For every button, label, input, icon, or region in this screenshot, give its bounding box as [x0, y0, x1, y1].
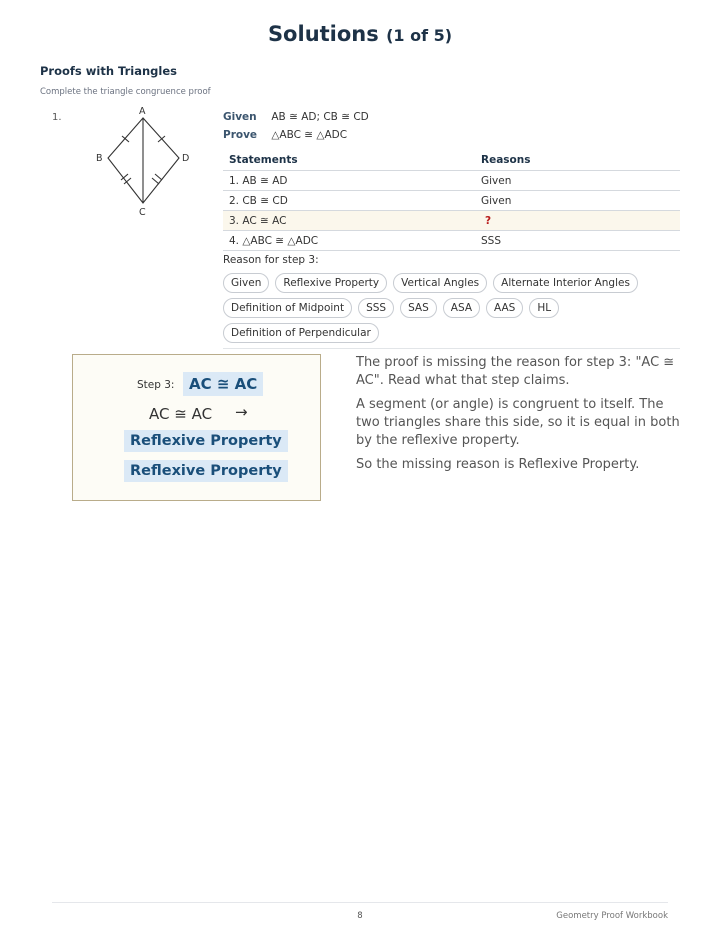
page-title-main: Solutions	[267, 22, 379, 46]
proof-table	[223, 150, 680, 251]
arrow-right-icon: →	[235, 403, 248, 421]
explanation-paragraph: A segment (or angle) is congruent to itself. The two triangles share this side, so it is equal in both by the reflexive property.	[356, 397, 680, 448]
given-value: AB ≅ AD; CB ≅ CD	[271, 111, 369, 123]
prove-line	[223, 129, 347, 141]
option-chip[interactable]: SAS	[400, 298, 437, 318]
kite-figure	[92, 106, 202, 225]
option-chip[interactable]: Vertical Angles	[393, 273, 487, 293]
vertex-label-b: B	[96, 153, 103, 164]
option-chip[interactable]: Definition of Perpendicular	[223, 323, 379, 343]
section-title: Proofs with Triangles	[40, 64, 177, 78]
table-row	[223, 231, 680, 251]
statements-header: Statements	[223, 150, 475, 171]
prove-value: △ABC ≅ △ADC	[271, 129, 348, 141]
question-number: 1.	[52, 112, 62, 123]
page-number: 8	[357, 911, 363, 921]
answer-claim-plain: AC ≅ AC	[149, 405, 213, 423]
option-chip[interactable]: Reflexive Property	[275, 273, 387, 293]
explanation-paragraph: The proof is missing the reason for step 3: "AC ≅ AC". Read what that step claims.	[356, 355, 675, 388]
footer-divider	[52, 902, 668, 903]
proof-table-header	[223, 150, 680, 171]
vertex-label-a: A	[139, 106, 146, 117]
given-label: Given	[223, 111, 257, 123]
explanation	[356, 354, 686, 480]
given-line	[223, 111, 369, 123]
book-title: Geometry Proof Workbook	[556, 911, 668, 921]
option-chip[interactable]: Definition of Midpoint	[223, 298, 352, 318]
reason-cell: Given	[475, 191, 680, 211]
statement-cell: 4. △ABC ≅ △ADC	[223, 231, 475, 251]
page-title	[0, 22, 720, 46]
table-row	[223, 191, 680, 211]
section-instruction: Complete the triangle congruence proof	[40, 87, 211, 97]
reason-prompt: Reason for step 3:	[223, 254, 319, 266]
reason-cell: SSS	[475, 231, 680, 251]
divider	[223, 348, 680, 349]
option-chip[interactable]: Given	[223, 273, 269, 293]
answer-step-label: Step 3:	[137, 379, 175, 391]
option-chip[interactable]: ASA	[443, 298, 480, 318]
answer-reason-2: Reflexive Property	[124, 460, 288, 482]
option-chip[interactable]: HL	[529, 298, 559, 318]
reason-options	[223, 273, 683, 343]
tick-cd-1	[155, 174, 162, 180]
tick-cd-2	[152, 178, 159, 184]
vertex-label-c: C	[139, 207, 146, 218]
answer-reason-1: Reflexive Property	[124, 430, 288, 452]
statement-cell: 2. CB ≅ CD	[223, 191, 475, 211]
option-chip[interactable]: AAS	[486, 298, 523, 318]
vertex-label-d: D	[182, 153, 190, 164]
table-row	[223, 171, 680, 191]
prove-label: Prove	[223, 129, 258, 141]
missing-reason-mark: ?	[485, 214, 492, 227]
answer-claim-highlight: AC ≅ AC	[183, 372, 263, 396]
reason-cell-missing	[475, 211, 680, 231]
statement-cell: 1. AB ≅ AD	[223, 171, 475, 191]
reason-cell: Given	[475, 171, 680, 191]
answer-box	[72, 354, 321, 501]
option-chip[interactable]: SSS	[358, 298, 394, 318]
table-row-missing	[223, 211, 680, 231]
option-chip[interactable]: Alternate Interior Angles	[493, 273, 638, 293]
kite-diagram	[92, 106, 202, 221]
statement-cell: 3. AC ≅ AC	[223, 211, 475, 231]
explanation-paragraph: So the missing reason is Reflexive Property.	[356, 457, 640, 472]
page-title-count: (1 of 5)	[386, 26, 453, 45]
reasons-header: Reasons	[475, 150, 680, 171]
